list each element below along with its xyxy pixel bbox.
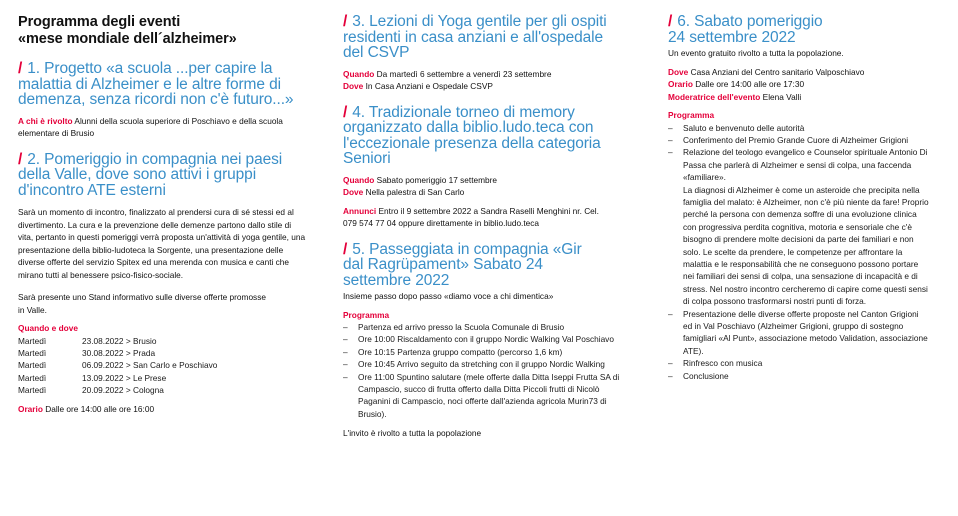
section-5-program — [343, 321, 628, 420]
section-2-time: Orario Dalle ore 14:00 alle ore 16:00 — [18, 403, 155, 414]
schedule-info: 23.08.2022 > Brusio — [82, 335, 157, 346]
slash-marker: / — [18, 150, 23, 168]
section-5-footer: L'invito è rivolto a tutta la popolazione — [343, 428, 482, 439]
column-1 — [18, 14, 318, 415]
section-6-moderator: Moderatrice dell'evento Elena Valli — [668, 91, 802, 102]
section-4-where: Dove Nella palestra di San Carlo — [343, 187, 465, 197]
schedule-day: Martedì — [18, 385, 47, 396]
program-item: – Presentazione delle diverse offerte proposte nel Canton Grigioni ed in Val Poschiavo (Alzheimer Grigioni, gruppo di sostegno famigliari «Al Punt», associazione metodo Validation, associazione ATE). — [668, 308, 930, 358]
schedule-day: Martedì — [18, 347, 47, 358]
program-item: – Ore 10:00 Riscaldamento con il gruppo Nordic Walking Val Poschiavo — [343, 333, 628, 345]
section-6-where: Dove Casa Anziani del Centro sanitario Valposchiavo — [668, 66, 865, 77]
section-5-subtitle: Insieme passo dopo passo «diamo voce a chi dimentica» — [343, 291, 554, 301]
section-4 — [343, 105, 633, 230]
section-6-program — [668, 122, 930, 383]
section-3-when: Quando Da martedì 6 settembre a venerdì 23 settembre — [343, 68, 552, 79]
schedule-day: Martedì — [18, 360, 47, 371]
schedule-table — [18, 335, 318, 397]
program-item: – Conferimento del Premio Grande Cuore di Alzheimer Grigioni — [668, 134, 930, 146]
section-6 — [668, 14, 953, 382]
schedule-day: Martedì — [18, 372, 47, 383]
section-1 — [18, 61, 318, 140]
section-6-subtitle: Un evento gratuito rivolto a tutta la popolazione. — [668, 48, 844, 58]
section-3-where: Dove In Casa Anziani e Ospedale CSVP — [343, 81, 493, 91]
schedule-info: 13.09.2022 > Le Prese — [82, 372, 167, 383]
slash-marker: / — [18, 60, 23, 77]
schedule-info: 06.09.2022 > San Carlo e Poschiavo — [82, 360, 218, 371]
slash-marker: / — [343, 240, 348, 258]
slash-marker: / — [343, 103, 348, 121]
section-2 — [18, 152, 318, 416]
section-5-heading: / 5. Passeggiata in compagnia «Gir dal Ragrüpament» Sabato 24 settembre 2022 — [343, 240, 582, 289]
schedule-info: 30.08.2022 > Prada — [82, 347, 156, 358]
section-2-body: Sarà un momento di incontro, finalizzato al prendersi cura di sé stessi ed al divertimento. La cura e la prevenzione delle demenze partono dallo stile di vita, pertanto in questi pomeriggi verrà proposta un'attività di yoga gentile, una presentazione della biblio-ludoteca la Sorgente, una presentazione delle diverse offerte del servizio Spitex ed una merenda con musica e canti che mirano tutti al benessere psico-fisico-sociale. — [18, 207, 306, 280]
section-1-heading: / 1. Progetto «a scuola ...per capire la malattia di Alzheimer e le altre forme di demenza, senza ricordi non c'è futuro...» — [18, 60, 294, 108]
page-title: Programma degli eventi «mese mondiale dell´alzheimer» — [18, 14, 237, 47]
section-4-when: Quando Sabato pomeriggio 17 settembre — [343, 174, 498, 185]
schedule-day: Martedì — [18, 335, 47, 346]
schedule-info: 20.09.2022 > Cologna — [82, 385, 164, 396]
slash-marker: / — [668, 13, 673, 30]
section-6-heading: / 6. Sabato pomeriggio 24 settembre 2022 — [668, 13, 823, 46]
section-2-heading: / 2. Pomeriggio in compagnia nei paesi della Valle, dove sono attivi i gruppi d'incontro ATE esterni — [18, 150, 283, 199]
program-item: – Rinfresco con musica — [668, 357, 930, 369]
program-label: Programma — [668, 110, 715, 120]
column-2 — [343, 14, 633, 440]
section-3-heading: / 3. Lezioni di Yoga gentile per gli ospiti residenti in casa anziani e all'ospedale del CSVP — [343, 13, 607, 61]
section-5 — [343, 242, 633, 440]
talk-detail: La diagnosi di Alzheimer è come un asteroide che precipita nella famiglia del malato: è Alzheimer, non c'è più niente da fare! Proprio perché la persona con demenza soffre di una evoluzione clinica con progressiva perdita cognitiva, motoria e sensoriale che c'è bisogno di prendere molte decisioni da parte dei familiari e non solo. Le scelte da prendere, le competenze per affrontare la malattia e le responsabilità che ne conseguono possono portare nei familiari dei sensi di colpa, una sensazione di incapacità e di stress. Nel nostro incontro cercheremo di capire come questi sensi di colpa possono trasformarsi nostri punti di forza. — [683, 184, 929, 307]
section-3 — [343, 14, 633, 93]
column-3 — [668, 14, 953, 382]
program-label: Programma — [343, 309, 390, 320]
slash-marker: / — [343, 13, 348, 30]
program-item: – Partenza ed arrivo presso la Scuola Comunale di Brusio — [343, 321, 628, 333]
program-item: – Saluto e benvenuto delle autorità — [668, 122, 930, 134]
program-item: – Ore 10:45 Arrivo seguito da stretching con il gruppo Nordic Walking — [343, 358, 628, 370]
section-4-signup: Annunci Entro il 9 settembre 2022 a Sandra Raselli Menghini nr. Cel. 079 574 77 04 oppure direttamente in biblio.ludo.teca — [343, 205, 599, 228]
program-item: – Relazione del teologo evangelico e Counselor spirituale Antonio Di Passa che parlerà di Alzheimer e sensi di colpa, una faccenda «familiare». La diagnosi di Alzheimer è come un asteroide che precipita nella famiglia del malato: è Alzheimer, non c'è più niente da fare! Proprio perché la persona con demenza soffre di una evoluzione clinica con progressiva perdita cognitiva, motoria e sensoriale che c'è bisogno di prendere molte decisioni da parte dei familiari e non solo. Le scelte da prendere, le competenze per affrontare la malattia e le responsabilità che ne conseguono possono portare nei familiari dei sensi di colpa, una sensazione di incapacità e di stress. Nel nostro incontro cercheremo di capire come questi sensi di colpa possono trasformarsi nostri punti di forza. — [668, 146, 930, 307]
section-4-heading: / 4. Tradizionale torneo di memory organizzato dalla biblio.ludo.teca con l'eccezionale presenza della categoria Seniori — [343, 103, 601, 167]
section-2-stand: Sarà presente uno Stand informativo sulle diverse offerte promosse in Valle. — [18, 292, 266, 315]
program-item: – Ore 11:00 Spuntino salutare (mele offerte dalla Ditta Iseppi Frutta SA di Campascio, succo di frutta offerto dalla Ditta Piccoli frutti di Nicolò Paganini di Campascio, noci offerte dall'azienda agricola Murin73 di Brusio). — [343, 371, 628, 421]
program-item: – Conclusione — [668, 370, 930, 382]
when-where-label: Quando e dove — [18, 323, 78, 333]
section-1-target: A chi è rivolto Alunni della scuola superiore di Poschiavo e della scuola elementare di Brusio — [18, 115, 283, 138]
section-6-time: Orario Dalle ore 14:00 alle ore 17:30 — [668, 79, 805, 89]
program-item: – Ore 10:15 Partenza gruppo compatto (percorso 1,6 km) — [343, 346, 628, 358]
